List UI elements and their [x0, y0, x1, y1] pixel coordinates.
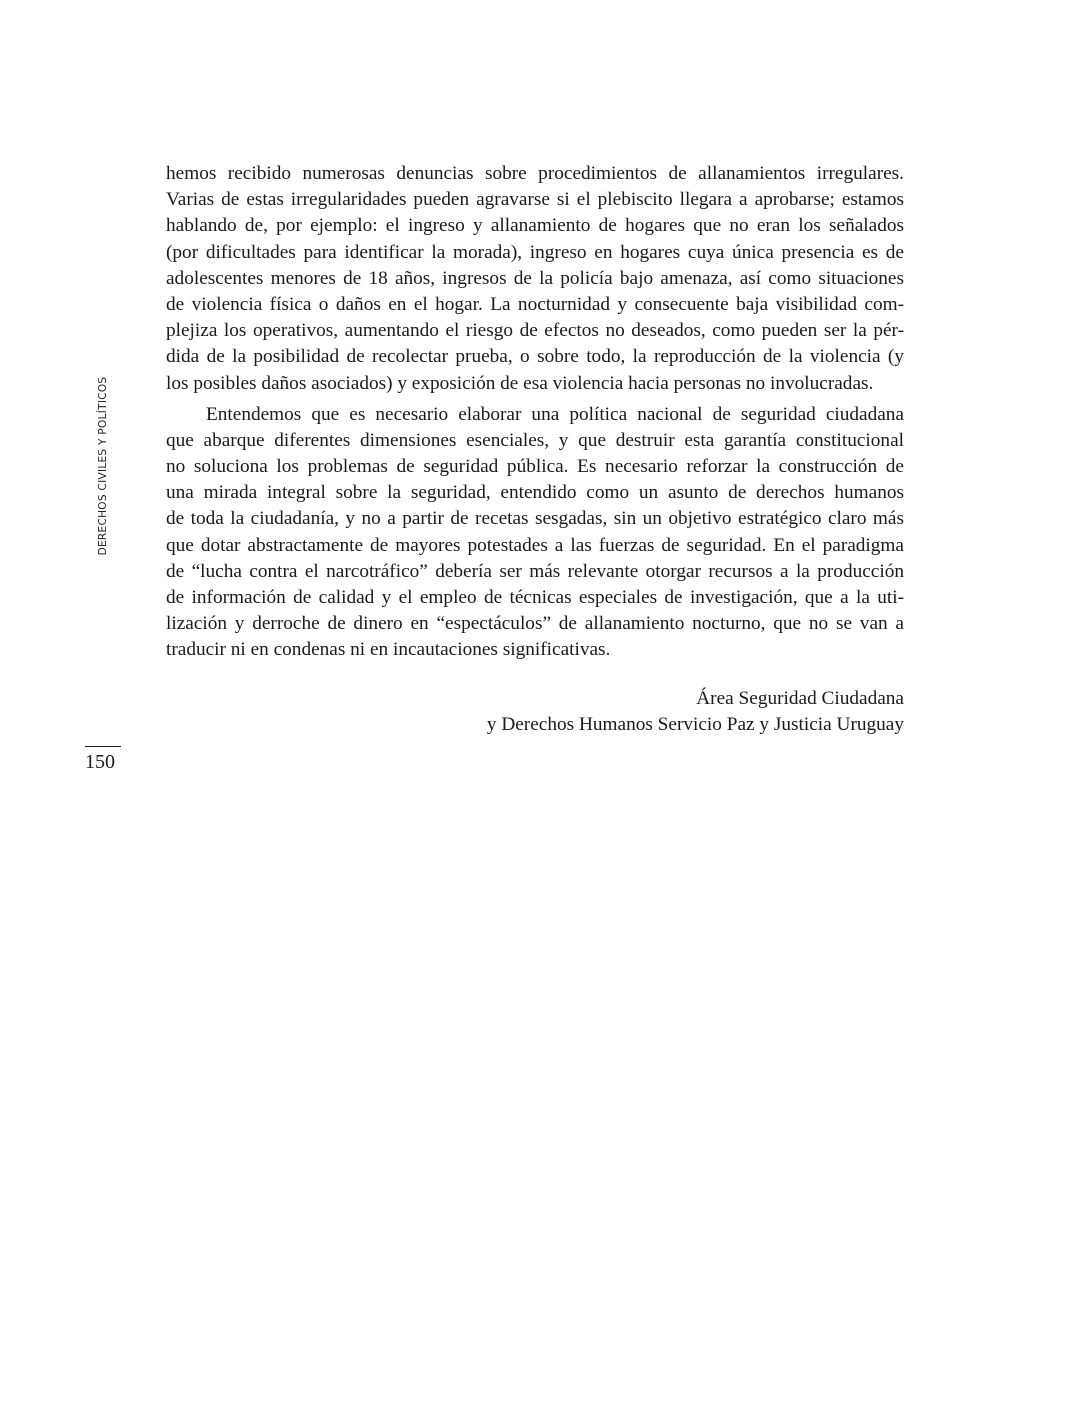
text-line: de violencia física o daños en el hogar. La nocturnidad y consecuente baja visibilidad com- — [166, 293, 904, 315]
text-line: (por dificultades para identificar la morada), ingreso en hogares cuya única presencia es de — [166, 241, 904, 263]
text-line: de información de calidad y el empleo de técnicas especiales de investigación, que a la uti- — [166, 587, 904, 608]
text-line: de “lucha contra el narcotráfico” debería ser más relevante otorgar recursos a la producción — [166, 560, 904, 582]
text-line: lización y derroche de dinero en “espectáculos” de allanamiento nocturno, que no se van a — [166, 613, 904, 635]
text-line: que abarque diferentes dimensiones esenciales, y que destruir esta garantía constitucional — [166, 429, 904, 451]
text-line: adolescentes menores de 18 años, ingresos de la policía bajo amenaza, así como situaciones — [166, 267, 904, 289]
text-line: Varias de estas irregularidades pueden agravarse si el plebiscito llegara a aprobarse; estamos — [166, 189, 904, 211]
text-line: los posibles daños asociados) y exposición de esa violencia hacia personas no involucradas. — [166, 372, 874, 394]
text-line: hablando de, por ejemplo: el ingreso y allanamiento de hogares que no eran los señalados — [166, 215, 904, 237]
text-line: Entendemos que es necesario elaborar una política nacional de seguridad ciudadana — [206, 403, 904, 425]
page-number: 150 — [85, 751, 115, 773]
text-line: de toda la ciudadanía, y no a partir de recetas sesgadas, sin un objetivo estratégico claro más — [166, 508, 904, 530]
text-line: una mirada integral sobre la seguridad, entendido como un asunto de derechos humanos — [166, 482, 904, 504]
signature-line-2: y Derechos Humanos Servicio Paz y Justicia Uruguay — [486, 714, 904, 736]
signature-line-1: Área Seguridad Ciudadana — [696, 688, 904, 709]
running-header-vertical: DERECHOS CIVILES Y POLÍTICOS — [97, 376, 109, 556]
text-line: no soluciona los problemas de seguridad pública. Es necesario reforzar la construcción de — [166, 456, 904, 478]
text-line: dida de la posibilidad de recolectar prueba, o sobre todo, la reproducción de la violencia (y — [166, 346, 904, 368]
paragraph-1 — [166, 161, 904, 397]
paragraph-2 — [166, 402, 904, 664]
signature-block — [400, 686, 904, 738]
page-number-rule — [85, 746, 121, 747]
text-line: traducir ni en condenas ni en incautaciones significativas. — [166, 639, 611, 661]
body-text — [166, 161, 904, 664]
text-line: hemos recibido numerosas denuncias sobre procedimientos de allanamientos irregulares. — [166, 163, 904, 184]
text-line: que dotar abstractamente de mayores potestades a las fuerzas de seguridad. En el paradigma — [166, 534, 904, 556]
text-line: plejiza los operativos, aumentando el riesgo de efectos no deseados, como pueden ser la pér- — [166, 320, 904, 342]
